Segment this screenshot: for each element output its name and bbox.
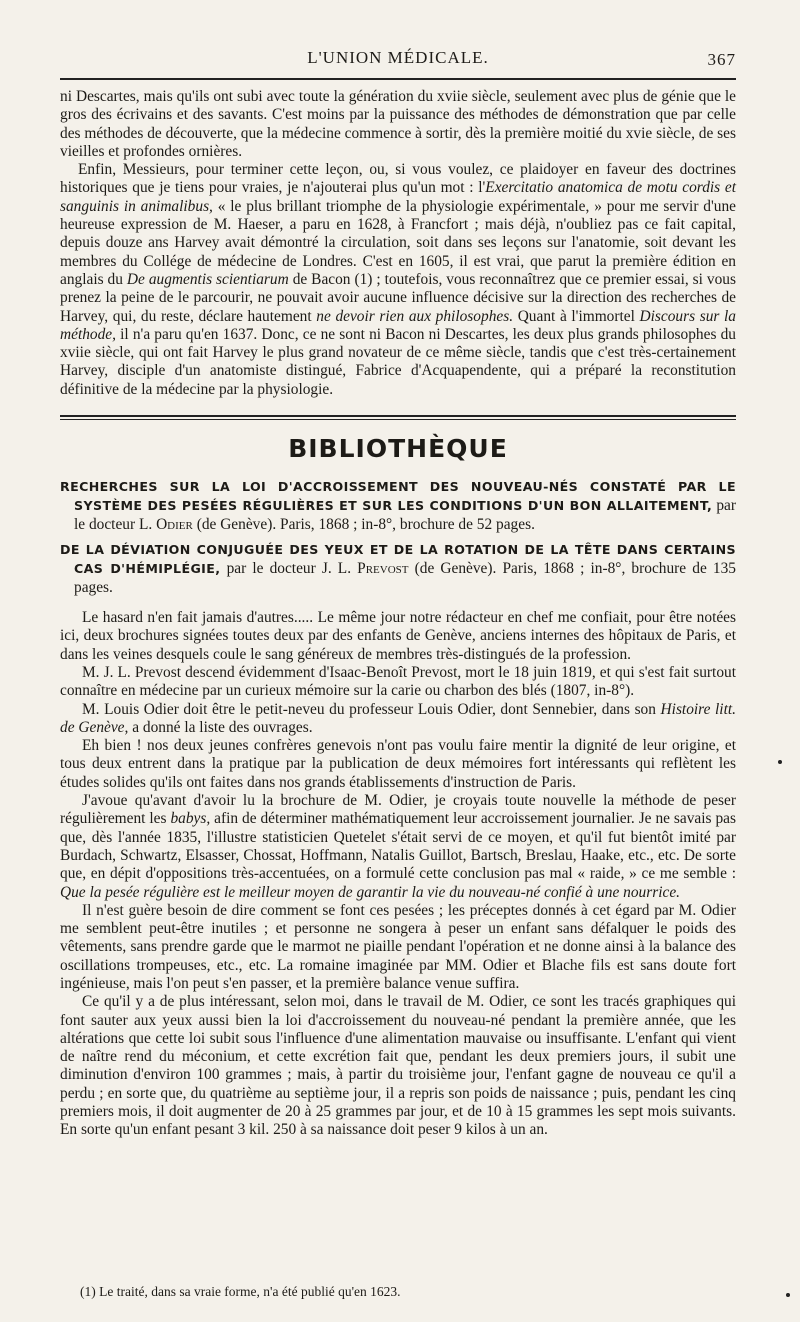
- page-number: 367: [707, 50, 736, 69]
- running-head: [60, 48, 736, 76]
- footnote: (1) Le traité, dans sa vraie forme, n'a été publié qu'en 1623.: [80, 1284, 401, 1299]
- header-rule: [60, 78, 736, 80]
- section-divider: [60, 415, 736, 420]
- margin-dot-mark: [778, 760, 782, 764]
- review-text: [60, 609, 736, 1140]
- review-paragraph-6: Il n'est guère besoin de dire comment se font ces pesées ; les préceptes donnés à cet égard par M. Odier me semblent peut-être inutiles ; et personne ne songera à peser un enfant sans défalquer le poids des vêtements, sans prendre garde que le marmot ne piaille pendant l'opération et ne donne ainsi à la balance des oscillations trompeuses, etc., etc. La romaine imaginée par MM. Odier et Blache fils est sans doute fort ingénieuse, mais l'on peut s'en passer, et la première balance venue suffira.: [60, 901, 736, 992]
- review-paragraph-1: Le hasard n'en fait jamais d'autres..... Le même jour notre rédacteur en chef me confiait, pour être notées ici, deux brochures signées toutes deux par des enfants de Genève, anciens internes des hôpitaux de Paris, et dans les veines desquels coule le sang généreux de membres très-distingués de la profession.: [60, 609, 736, 663]
- intro-paragraph-2: Enfin, Messieurs, pour terminer cette leçon, ou, si vous voulez, ce plaidoyer en faveur des doctrines historiques que je tiens pour vraies, je n'ajouterai plus qu'un mot : l'Exercitatio anatomica de motu cordis et sanguinis in animalibus, « le plus brillant triomphe de la physiologie expérimentale, » pour me servir d'une heureuse expression de M. Haeser, a paru en 1628, à Francfort ; mais déjà, n'oubliez pas ce fait capital, depuis douze ans Harvey avait démontré la circulation, soit dans ses leçons sur l'anatomie, soit devant les membres du Collége de médecine de Londres. C'est en 1605, il est vrai, que parut la première édition en anglais du De augmentis scientiarum de Bacon (1) ; toutefois, vous reconnaîtrez que ce premier essai, si vous prenez la peine de le parcourir, ne pouvait avoir aucune influence décisive sur la direction des recherches de Harvey, qui, du reste, déclare hautement ne devoir rien aux philosophes. Quant à l'immortel Discours sur la méthode, il n'a paru qu'en 1637. Donc, ce ne sont ni Bacon ni Descartes, les deux plus grands philosophes du xviie siècle, qui ont fait Harvey le plus grand novateur de ce même siècle, tandis que c'est très-certainement Harvey, disciple d'un anatomiste distingué, Fabrice d'Acquapendente, qui a préparé la reconstitution définitive de la médecine par la physiologie.: [60, 161, 737, 398]
- section-title: BIBLIOTHÈQUE: [288, 434, 508, 464]
- review-paragraph-7: Ce qu'il y a de plus intéressant, selon moi, dans le travail de M. Odier, ce sont les tracés graphiques qui font sauter aux yeux aussi bien la loi d'accroissement du nouveau-né pendant la première année, que les altérations que cette loi subit sous l'influence d'une alimentation mauvaise ou insuffisante. L'enfant qui vient de naître rend du méconium, et cette excrétion fait que, pendant les deux premiers jours, il subit une diminution d'environ 100 grammes ; mais, à partir du troisième jour, l'enfant gagne de nouveau ce qu'il a perdu ; en sorte que, du quatrième au septième jour, il a repris son poids de naissance ; puis, pendant les cinq premiers mois, il doit augmenter de 20 à 25 grammes par jour, et de 10 à 15 grammes les sept mois suivants. En sorte qu'un enfant pesant 3 kil. 250 à sa naissance doit peser 9 kilos à un an.: [60, 993, 736, 1139]
- journal-title: L'UNION MÉDICALE.: [307, 48, 489, 67]
- biblio-entry-prevost: DE LA DÉVIATION CONJUGUÉE DES YEUX ET DE LA ROTATION DE LA TÊTE DANS CERTAINS CAS D'HÉMIPLÉGIE, par le docteur J. L. Prevost (de Genève). Paris, 1868 ; in-8°, brochure de 135 pages.: [60, 542, 736, 597]
- biblio-entry-odier: RECHERCHES SUR LA LOI D'ACCROISSEMENT DES NOUVEAU-NÉS CONSTATÉ PAR LE SYSTÈME DES PESÉES RÉGULIÈRES ET SUR LES CONDITIONS D'UN BON ALLAITEMENT, par le docteur L. Odier (de Genève). Paris, 1868 ; in-8°, brochure de 52 pages.: [60, 479, 737, 534]
- review-paragraph-3: M. Louis Odier doit être le petit-neveu du professeur Louis Odier, dont Sennebier, dans son Histoire litt. de Genève, a donné la liste des ouvrages.: [60, 700, 736, 736]
- intro-paragraph-1: ni Descartes, mais qu'ils ont subi avec toute la génération du xviie siècle, seulement avec plus de génie que le gros des écrivains et des savants. C'est moins par la puissance des méthodes de démonstration que par celle des méthodes de découverte, que la médecine commence à sortir, dès la première moitié du xvie siècle, de ses vieilles et profondes ornières.: [60, 88, 736, 160]
- intro-text: [60, 88, 736, 399]
- margin-dot-mark-bottom: [786, 1293, 790, 1297]
- review-paragraph-4: Eh bien ! nos deux jeunes confrères genevois n'ont pas voulu faire mentir la dignité de leur origine, et tous deux entrent dans la pratique par la publication de deux mémoires fort intéressants qui reflètent les études solides qu'ils ont faites dans nos grands établissements d'instruction de Paris.: [60, 737, 736, 791]
- review-paragraph-2: M. J. L. Prevost descend évidemment d'Isaac-Benoît Prevost, mort le 18 juin 1819, et qui s'est fait surtout connaître en médecine par un curieux mémoire sur la carie ou charbon des blés (1807, in-8°).: [60, 663, 736, 700]
- journal-page: [60, 48, 736, 1310]
- review-paragraph-5: J'avoue qu'avant d'avoir lu la brochure de M. Odier, je croyais toute nouvelle la méthode de peser régulièrement les babys, afin de déterminer mathématiquement leur accroissement journalier. Je ne savais pas que, dès l'année 1835, l'illustre statisticien Quetelet s'était servi de ce moyen, et qu'il fut bientôt imité par Burdach, Schwartz, Elsasser, Chossat, Hoffmann, Natalis Guillot, Bartsch, Breslau, Haake, etc., etc. De sorte que, en dépit d'oppositions très-accentuées, on a formulé cette conclusion pas mal « raide, » ce me semble : Que la pesée régulière est le meilleur moyen de garantir la vie du nouveau-né confié à une nourrice.: [60, 792, 736, 901]
